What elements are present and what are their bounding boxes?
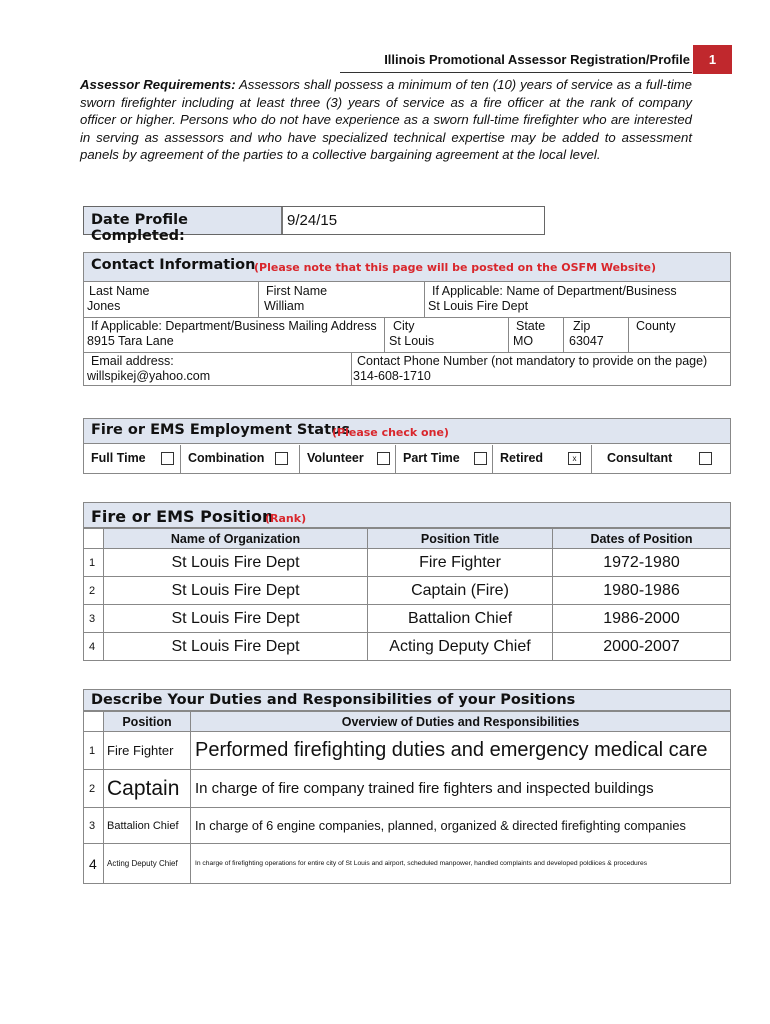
- duties-table: [83, 711, 731, 884]
- table-header-row: [84, 712, 731, 732]
- consultant-checkbox[interactable]: [699, 452, 712, 465]
- row-number: 1: [84, 732, 104, 770]
- form-title: Illinois Promotional Assessor Registration/Profile: [384, 52, 690, 67]
- row-number: 3: [84, 605, 104, 633]
- duties-section: [83, 689, 731, 884]
- duties-title: Describe Your Duties and Responsibilities of your Positions: [91, 692, 576, 708]
- full-time-label: Full Time: [91, 451, 146, 465]
- employment-options-row: [84, 445, 730, 473]
- first-name-field[interactable]: William: [264, 299, 305, 313]
- table-row: [84, 732, 731, 770]
- position-field[interactable]: Captain: [104, 770, 191, 808]
- employment-note: (Please check one): [332, 426, 449, 439]
- date-profile-label: Date Profile Completed:: [84, 207, 283, 234]
- full-time-checkbox[interactable]: [161, 452, 174, 465]
- divider: [180, 445, 181, 473]
- table-row: [84, 808, 731, 844]
- contact-information-section: [83, 252, 731, 386]
- org-field[interactable]: St Louis Fire Dept: [104, 577, 368, 605]
- address-field[interactable]: 8915 Tara Lane: [87, 334, 174, 348]
- table-row: [84, 577, 731, 605]
- title-field[interactable]: Fire Fighter: [368, 549, 553, 577]
- org-column-header: Name of Organization: [104, 529, 368, 549]
- volunteer-checkbox[interactable]: [377, 452, 390, 465]
- divider: [258, 282, 259, 317]
- city-field[interactable]: St Louis: [389, 334, 435, 348]
- department-field[interactable]: St Louis Fire Dept: [428, 299, 529, 313]
- date-profile-box: [83, 206, 545, 244]
- position-title: Fire or EMS Position: [91, 507, 274, 526]
- table-header-row: [84, 529, 731, 549]
- position-section: [83, 502, 731, 661]
- email-field[interactable]: willspikej@yahoo.com: [87, 369, 211, 383]
- contact-note: (Please note that this page will be posted on the OSFM Website): [254, 261, 656, 274]
- date-profile-field[interactable]: 9/24/15: [287, 212, 338, 229]
- retired-label: Retired: [500, 451, 544, 465]
- dates-field[interactable]: 1986-2000: [553, 605, 731, 633]
- header-divider: [340, 72, 692, 73]
- retired-checkbox[interactable]: x: [568, 452, 581, 465]
- last-name-label: Last Name: [89, 284, 150, 298]
- divider: [628, 317, 629, 352]
- row-number: 1: [84, 549, 104, 577]
- org-field[interactable]: St Louis Fire Dept: [104, 549, 368, 577]
- row-number: 3: [84, 808, 104, 844]
- divider: [492, 445, 493, 473]
- email-label: Email address:: [91, 354, 174, 368]
- position-table: [83, 528, 731, 661]
- page-number-badge: 1: [693, 45, 732, 74]
- divider: [84, 352, 730, 353]
- title-field[interactable]: Acting Deputy Chief: [368, 633, 553, 661]
- city-label: City: [393, 319, 415, 333]
- volunteer-label: Volunteer: [307, 451, 364, 465]
- row-number: 4: [84, 844, 104, 884]
- position-field[interactable]: Acting Deputy Chief: [104, 844, 191, 884]
- department-label: If Applicable: Name of Department/Business: [432, 284, 677, 298]
- first-name-label: First Name: [266, 284, 328, 298]
- position-header: [83, 502, 731, 528]
- divider: [351, 352, 352, 386]
- contact-title: Contact Information: [91, 257, 256, 273]
- last-name-field[interactable]: Jones: [87, 299, 121, 313]
- divider: [424, 282, 425, 317]
- employment-title: Fire or EMS Employment Status: [91, 422, 350, 438]
- phone-label: Contact Phone Number (not mandatory to provide on the page): [357, 354, 708, 368]
- phone-field[interactable]: 314-608-1710: [353, 369, 431, 383]
- position-field[interactable]: Fire Fighter: [104, 732, 191, 770]
- table-row: [84, 633, 731, 661]
- divider: [395, 445, 396, 473]
- divider: [591, 445, 592, 473]
- row-number: 4: [84, 633, 104, 661]
- org-field[interactable]: St Louis Fire Dept: [104, 605, 368, 633]
- dates-field[interactable]: 2000-2007: [553, 633, 731, 661]
- address-label: If Applicable: Department/Business Mailing Address: [91, 319, 377, 333]
- divider: [508, 317, 509, 352]
- duties-header: [83, 689, 731, 711]
- title-field[interactable]: Battalion Chief: [368, 605, 553, 633]
- table-row: [84, 770, 731, 808]
- overview-column-header: Overview of Duties and Responsibilities: [191, 712, 731, 732]
- table-row: [84, 605, 731, 633]
- requirements-text: Assessors shall possess a minimum of ten (10) years of service as a full-time sworn firefighter including at least three (3) years of service as a fire officer at the rank of company officer or higher. Persons who do not have experience as a sworn full-time firefighter who are interested in serving as assessors and who have specialized technical expertise may be added to assessment panels by agreement of the parties to a collective bargaining agreement at the local level.: [80, 77, 692, 163]
- overview-field[interactable]: In charge of fire company trained fire fighters and inspected buildings: [191, 770, 731, 808]
- title-column-header: Position Title: [368, 529, 553, 549]
- divider: [299, 445, 300, 473]
- state-field[interactable]: MO: [513, 334, 534, 348]
- consultant-label: Consultant: [607, 451, 673, 465]
- position-column-header: Position: [104, 712, 191, 732]
- overview-field[interactable]: In charge of 6 engine companies, planned, organized & directed firefighting companies: [191, 808, 731, 844]
- table-row: [84, 549, 731, 577]
- state-label: State: [516, 319, 546, 333]
- combination-label: Combination: [188, 451, 265, 465]
- overview-field[interactable]: In charge of firefighting operations for entire city of St Louis and airport, scheduled manpower, handled complaints and developed poldiices & procedures: [191, 844, 731, 884]
- divider: [84, 317, 730, 318]
- county-label: County: [636, 319, 676, 333]
- dates-field[interactable]: 1980-1986: [553, 577, 731, 605]
- rank-note: (Rank): [265, 512, 307, 525]
- title-field[interactable]: Captain (Fire): [368, 577, 553, 605]
- divider: [563, 317, 564, 352]
- dates-column-header: Dates of Position: [553, 529, 731, 549]
- part-time-label: Part Time: [403, 451, 460, 465]
- divider: [384, 317, 385, 352]
- dates-field[interactable]: 1972-1980: [553, 549, 731, 577]
- position-field[interactable]: Battalion Chief: [104, 808, 191, 844]
- zip-label: Zip: [573, 319, 591, 333]
- overview-field[interactable]: Performed firefighting duties and emergency medical care: [191, 732, 731, 770]
- combination-checkbox[interactable]: [275, 452, 288, 465]
- index-header: [84, 712, 104, 732]
- part-time-checkbox[interactable]: [474, 452, 487, 465]
- index-header: [84, 529, 104, 549]
- assessor-requirements: [80, 76, 692, 164]
- requirements-label: Assessor Requirements:: [80, 77, 236, 92]
- org-field[interactable]: St Louis Fire Dept: [104, 633, 368, 661]
- employment-status-section: [83, 418, 731, 474]
- row-number: 2: [84, 577, 104, 605]
- table-row: [84, 844, 731, 884]
- row-number: 2: [84, 770, 104, 808]
- zip-field[interactable]: 63047: [569, 334, 604, 348]
